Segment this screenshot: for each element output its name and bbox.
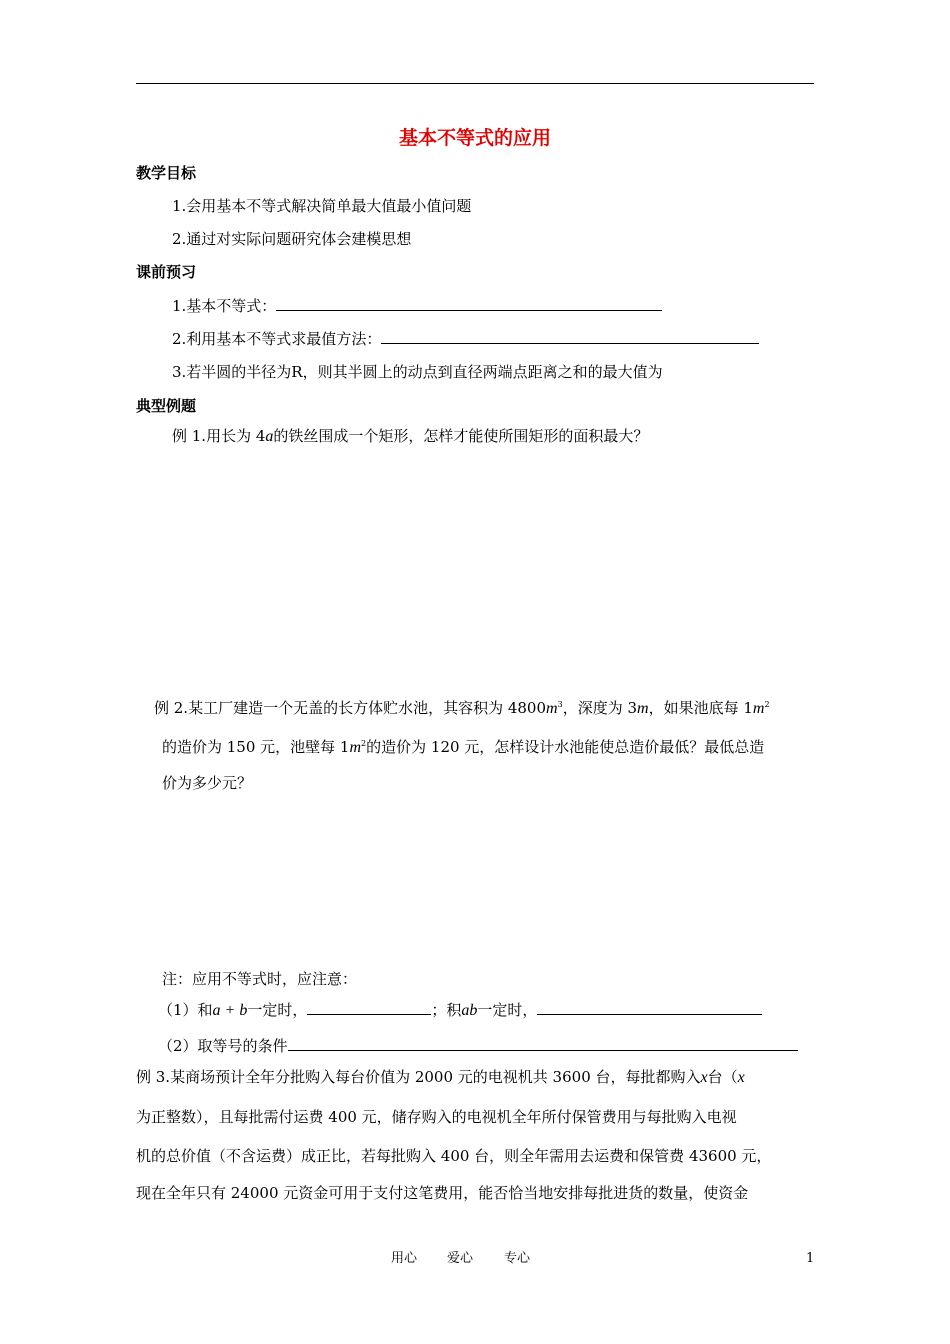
header-rule (136, 83, 814, 84)
ex2-text-4: 的造价为 150 元，池壁每 1 (162, 738, 350, 756)
variable-x: x (700, 1069, 708, 1086)
sum-expression: a + b (212, 1002, 248, 1019)
preview-item-2 (172, 329, 759, 349)
note-item-1 (158, 1000, 762, 1021)
ex3-text-2: 台（ (707, 1068, 738, 1086)
example-1-text-a: 例 1.用长为 4 (172, 427, 266, 445)
unit-m: m (752, 700, 765, 717)
footer-motto-1: 用心 (391, 1251, 418, 1266)
product-expression: ab (461, 1002, 478, 1019)
page-title: 基本不等式的应用 (398, 127, 551, 149)
note-1-text-c: ；积 (431, 1001, 462, 1019)
unit-m: m (349, 739, 362, 756)
unit-m: m (546, 700, 558, 717)
example-3-line-1 (136, 1067, 745, 1088)
examples-heading: 典型例题 (136, 397, 197, 415)
superscript-3: 3 (557, 700, 563, 709)
example-3-line-2: 为正整数），且每批需付运费 400 元，储存购入的电视机全年所付保管费用与每批购入电视 (136, 1108, 737, 1126)
preview-heading: 课前预习 (136, 263, 197, 281)
example-2-line-3: 价为多少元？ (162, 774, 253, 792)
answer-blank-4[interactable] (537, 1000, 762, 1015)
ex2-text-2: ，深度为 3 (562, 699, 637, 717)
footer-motto-2: 爱心 (447, 1251, 474, 1266)
unit-m: m (637, 700, 649, 717)
goal-item-2: 2.通过对实际问题研究体会建模思想 (172, 230, 412, 248)
superscript-2: 2 (361, 739, 367, 748)
variable-a: a (265, 428, 274, 445)
note-2-text: （2）取等号的条件 (158, 1037, 288, 1055)
answer-blank-5[interactable] (288, 1036, 798, 1051)
goals-heading: 教学目标 (136, 164, 197, 182)
note-1-text-b: 一定时， (247, 1001, 308, 1019)
footer-motto-3: 专心 (504, 1251, 531, 1266)
note-1-text-a: （1）和 (158, 1001, 213, 1019)
answer-blank-1[interactable] (276, 296, 662, 311)
example-2-line-2 (162, 734, 764, 758)
superscript-2: 2 (764, 700, 770, 709)
example-2-line-1 (154, 695, 770, 719)
answer-blank-2[interactable] (381, 329, 759, 344)
page-number: 1 (806, 1251, 815, 1266)
example-3-line-3: 机的总价值（不含运费）成正比，若每批购入 400 台，则全年需用去运费和保管费 43600 元， (136, 1147, 772, 1165)
goal-item-1: 1.会用基本不等式解决简单最大值最小值问题 (172, 197, 472, 215)
example-3-line-4: 现在全年只有 24000 元资金可用于支付这笔费用，能否恰当地安排每批进货的数量，使资金 (136, 1184, 749, 1202)
example-1-text-b: 的铁丝围成一个矩形，怎样才能使所围矩形的面积最大？ (273, 427, 649, 445)
preview-item-2-text: 2.利用基本不等式求最值方法： (172, 330, 382, 348)
preview-item-1-text: 1.基本不等式： (172, 297, 277, 315)
ex2-text-3: ，如果池底每 1 (648, 699, 753, 717)
note-item-2 (158, 1036, 798, 1056)
example-1 (172, 426, 648, 447)
preview-item-1 (172, 296, 662, 316)
ex2-text-1: 例 2.某工厂建造一个无盖的长方体贮水池，其容积为 4800 (154, 699, 547, 717)
answer-blank-3[interactable] (307, 1000, 431, 1015)
preview-item-3: 3.若半圆的半径为R，则其半圆上的动点到直径两端点距离之和的最大值为 (172, 363, 663, 381)
note-intro: 注：应用不等式时，应注意： (162, 970, 358, 988)
ex3-text-1: 例 3.某商场预计全年分批购入每台价值为 2000 元的电视机共 3600 台，每批都购入 (136, 1068, 701, 1086)
variable-x: x (737, 1069, 745, 1086)
note-1-text-d: 一定时， (477, 1001, 538, 1019)
ex2-text-5: 的造价为 120 元，怎样设计水池能使总造价最低？最低总造 (366, 738, 765, 756)
